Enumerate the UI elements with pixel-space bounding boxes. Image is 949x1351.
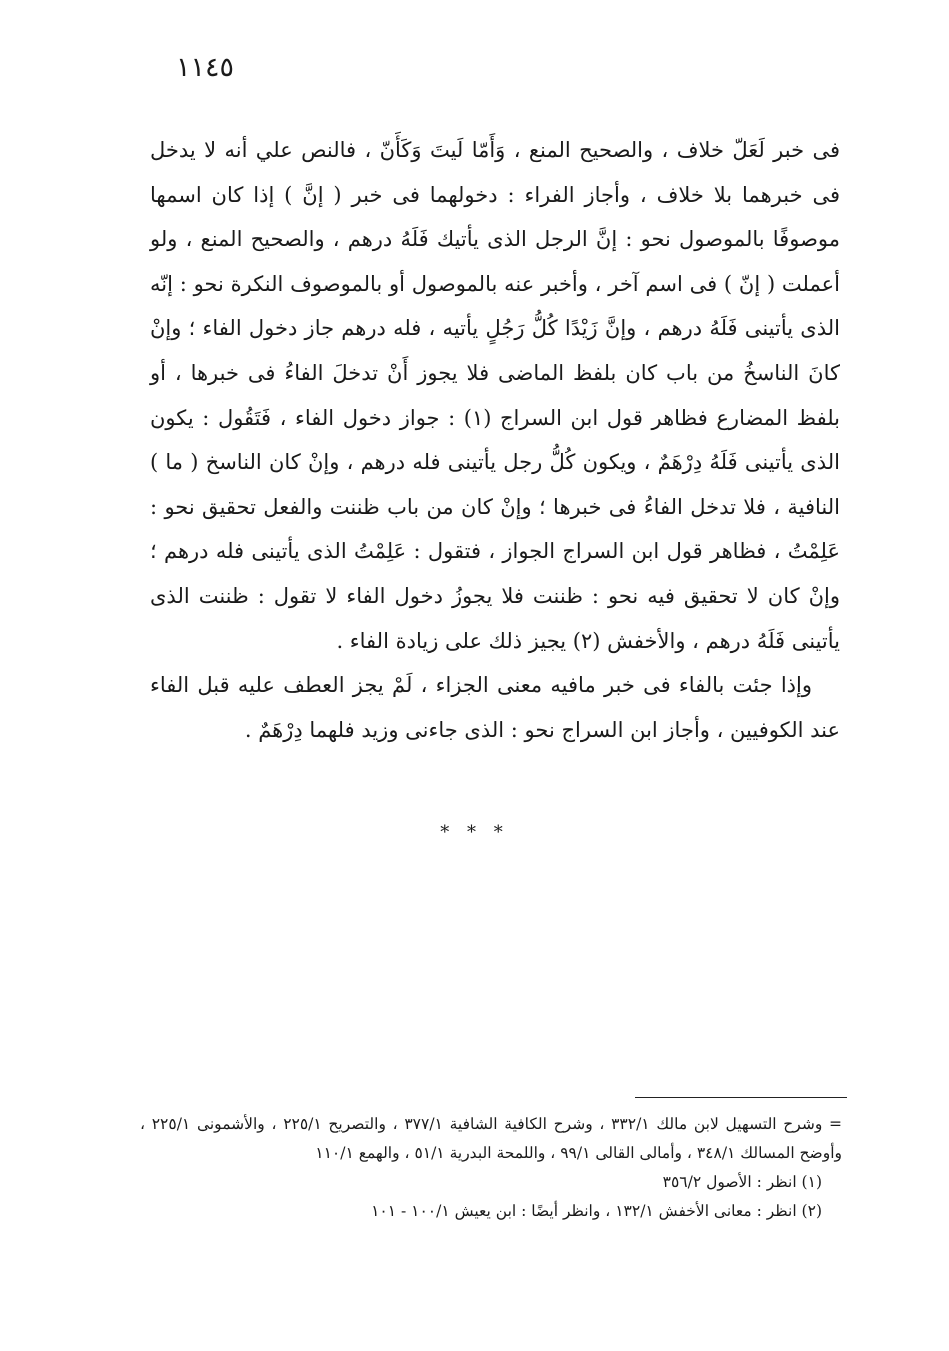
section-separator: * * * [440,822,509,843]
main-text [150,128,840,752]
footnote-2: (٢) انظر : معانى الأخفش ١٣٢/١ ، وانظر أيضًا : ابن يعيش ١٠٠/١ - ١٠١ [371,1202,822,1220]
page-number: ١١٤٥ [176,52,235,83]
footnote-1: (١) انظر : الأصول ٣٥٦/٢ [662,1173,822,1191]
footnotes [140,1110,842,1226]
footnote-continuation: = وشرح التسهيل لابن مالك ٣٣٢/١ ، وشرح الكافية الشافية ٣٧٧/١ ، والتصريح ٢٢٥/١ ، والأشمونى ٢٢٥/١ ، وأوضح المسالك ٣٤٨/١ ، وأمالى القالى ٩٩/١ ، واللمحة البدرية ٥١/١ ، والهمع ١١٠/١ [140,1115,843,1162]
footnote-divider [635,1097,847,1098]
paragraph: فى خبر لَعَلّ خلاف ، والصحيح المنع ، وَأَمّا لَيتَ وَكَأَنّ ، فالنص علي أنه لا يدخل فى خبرهما بلا خلاف ، وأجاز الفراء : دخولهما فى خبر ( إنَّ ) إذا كان اسمها موصوفًا بالموصول نحو : إنَّ الرجل الذى يأتيك فَلَهُ درهم ، والصحيح المنع ، ولو أعملت ( إنّ ) فى اسم آخر ، وأخبر عنه بالموصول أو بالموصوف النكرة نحو : إنّه الذى يأتينى فَلَهُ درهم ، وإنَّ زَيْدًا كُلُّ رَجُلٍ يأتيه ، فله درهم جاز دخول الفاء ؛ وإنْ كانَ الناسخُ من باب كان بلفظ الماضى فلا يجوز أَنْ تدخلَ الفاءُ فى خبرها ، أو بلفظ المضارع فظاهر قول ابن السراج (١) : جواز دخول الفاء ، فَتَقُول : يكون الذى يأتينى فَلَهُ دِرْهَمٌ ، ويكون كُلُّ رجل يأتينى فله درهم ، وإنْ كان الناسخ ( ما ) النافية ، فلا تدخل الفاءُ فى خبرها ؛ وإنْ كان من باب ظننت والفعل تحقيق نحو : عَلِمْتُ ، فظاهر قول ابن السراج الجواز ، فتقول : عَلِمْتُ الذى يأتينى فله درهم ؛ وإنْ كان لا تحقيق فيه نحو : ظننت فلا يجوزُ دخول الفاء لا تقول : ظننت الذى يأتينى فَلَهُ درهم ، والأخفش (٢) يجيز ذلك على زيادة الفاء . [150,138,840,653]
paragraph: وإذا جئت بالفاء فى خبر مافيه معنى الجزاء ، لَمْ يجز العطف عليه قبل الفاء عند الكوفيين ، وأجاز ابن السراج نحو : الذى جاءنى وزيد فلهما دِرْهَمٌ . [150,673,840,742]
